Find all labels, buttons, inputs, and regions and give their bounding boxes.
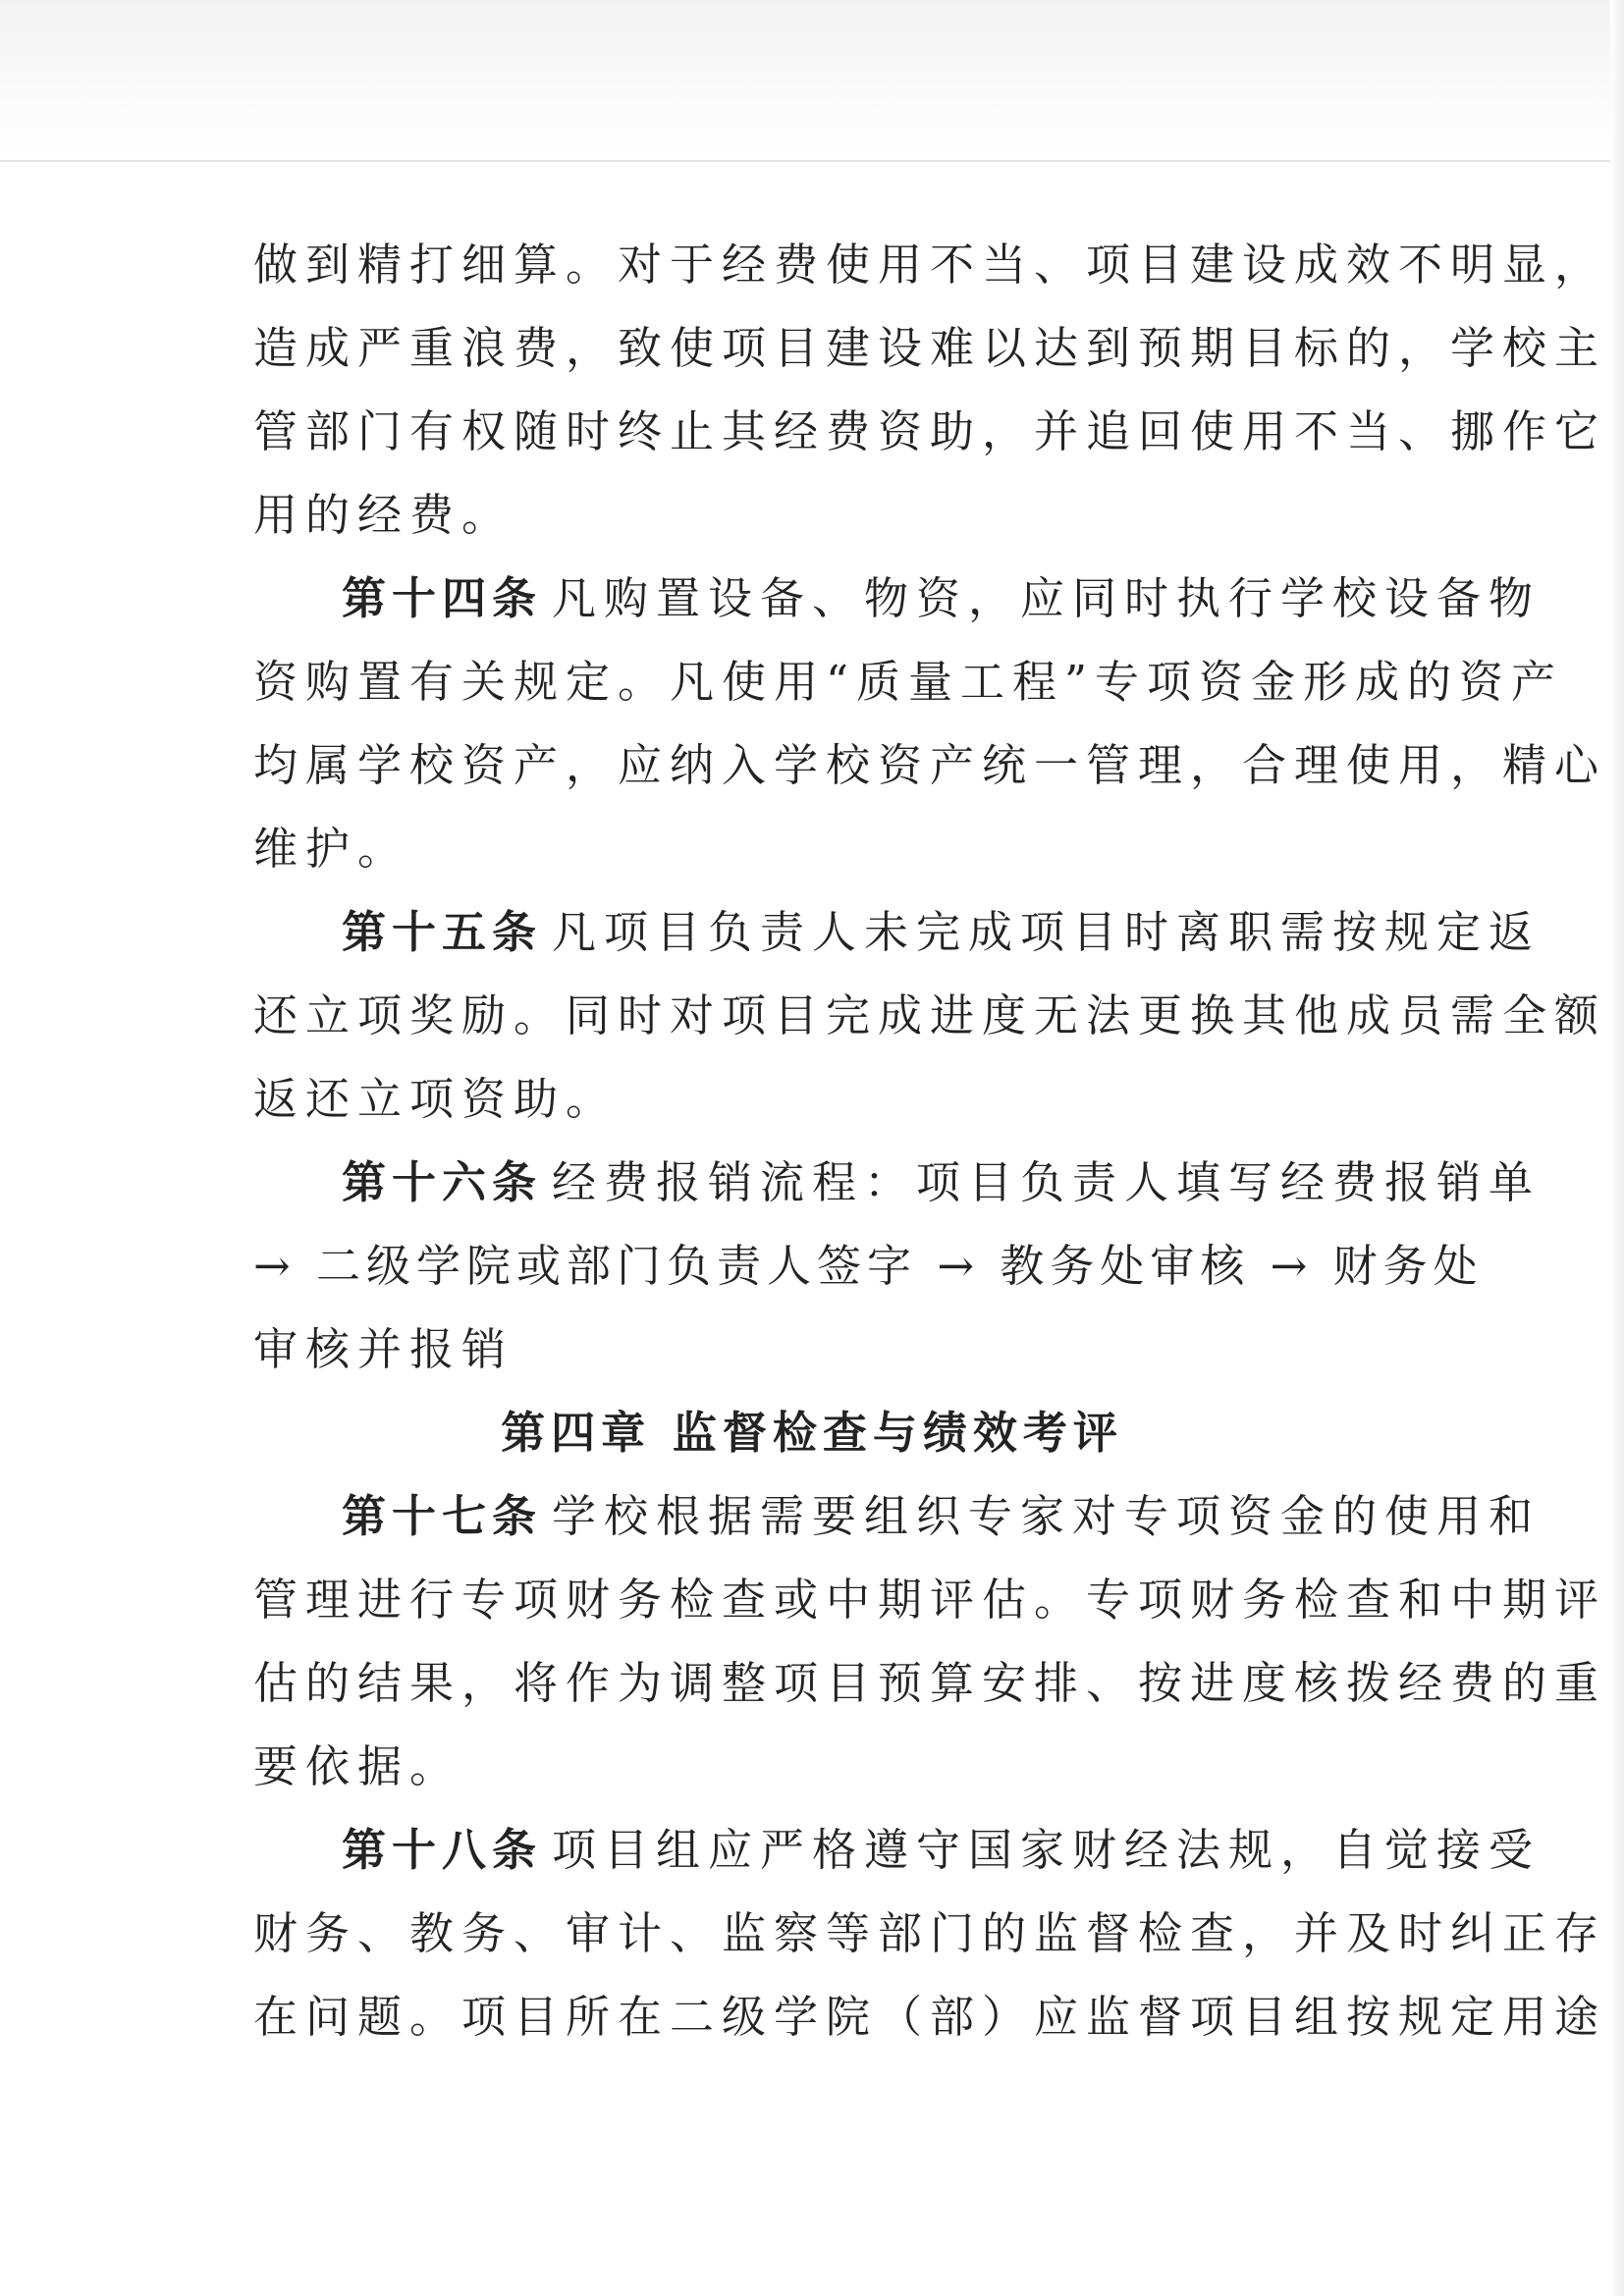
paragraph-line: 管部门有权随时终止其经费资助，并追回使用不当、挪作它: [253, 405, 1607, 457]
article-17-text: 学校根据需要组织专家对专项资金的使用和: [552, 1490, 1542, 1542]
reimbursement-flow-line: → 二级学院或部门负责人签字 → 教务处审核 → 财务处: [253, 1240, 1484, 1292]
article-15-title: 第十五条: [342, 906, 543, 958]
article-15-first-line: [342, 903, 1542, 962]
article-16-first-line: [342, 1153, 1542, 1212]
paragraph-line: 返还立项资助。: [253, 1073, 619, 1125]
paragraph-line: 管理进行专项财务检查或中期评估。专项财务检查和中期评: [253, 1574, 1607, 1626]
paragraph-line: 用的经费。: [253, 489, 514, 541]
chapter-heading: 第四章 监督检查与绩效考评: [501, 1407, 1123, 1459]
article-15-text: 凡项目负责人未完成项目时离职需按规定返: [552, 906, 1542, 958]
paragraph-line: 审核并报销: [253, 1323, 514, 1375]
article-14-title: 第十四条: [342, 572, 543, 624]
scan-page-edge: [0, 160, 1624, 162]
article-18-text: 项目组应严格遵守国家财经法规，自觉接受: [552, 1824, 1542, 1876]
article-16-title: 第十六条: [342, 1156, 543, 1208]
paragraph-line: 做到精打细算。对于经费使用不当、项目建设成效不明显，: [253, 239, 1607, 291]
paragraph-line: 造成严重浪费，致使项目建设难以达到预期目标的，学校主: [253, 322, 1607, 374]
scan-top-shading: [0, 0, 1624, 157]
article-14-first-line: [342, 569, 1542, 628]
paragraph-line: 估的结果，将作为调整项目预算安排、按进度核拨经费的重: [253, 1657, 1607, 1709]
article-14-text: 凡购置设备、物资，应同时执行学校设备物: [552, 572, 1542, 624]
article-18-first-line: [342, 1821, 1542, 1880]
article-17-title: 第十七条: [342, 1490, 543, 1542]
article-17-first-line: [342, 1487, 1542, 1546]
scan-right-shading: [1610, 0, 1624, 2296]
paragraph-line: 还立项奖励。同时对项目完成进度无法更换其他成员需全额: [253, 989, 1607, 1041]
paragraph-line: 维护。: [253, 823, 410, 875]
paragraph-line: 财务、教务、审计、监察等部门的监督检查，并及时纠正存: [253, 1907, 1607, 1959]
paragraph-line: 在问题。项目所在二级学院（部）应监督项目组按规定用途: [253, 1991, 1607, 2043]
article-16-text: 经费报销流程：项目负责人填写经费报销单: [552, 1156, 1542, 1208]
paragraph-line: 要依据。: [253, 1740, 462, 1792]
paragraph-line: 资购置有关规定。凡使用“质量工程”专项资金形成的资产: [253, 656, 1564, 708]
paragraph-line: 均属学校资产，应纳入学校资产统一管理，合理使用，精心: [253, 739, 1607, 791]
article-18-title: 第十八条: [342, 1824, 543, 1876]
